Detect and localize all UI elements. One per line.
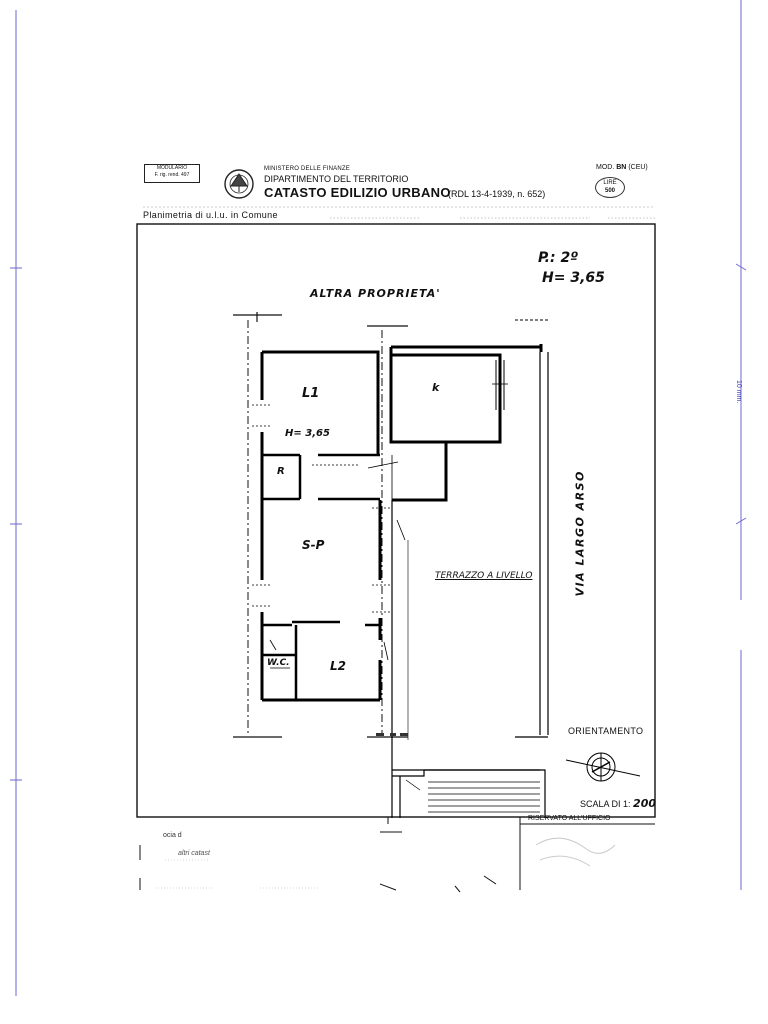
lire-label: LIRE (603, 180, 617, 186)
room-l1-label: L1 (302, 386, 320, 401)
footer-line-2: altri catast (178, 850, 210, 857)
height-label: H= 3,65 (542, 270, 605, 286)
catasto-title: CATASTO EDILIZIO URBANO (264, 185, 451, 200)
room-l2-label: L2 (330, 659, 346, 673)
mod-code-value: BN (616, 164, 627, 171)
mod-suffix: (CEU) (628, 164, 648, 171)
ministero-label: MINISTERO DELLE FINANZE (264, 166, 350, 172)
rdl-reference: (RDL 13-4-1939, n. 652) (448, 189, 546, 199)
street-label: VIA LARGO ARSO (573, 470, 587, 597)
scale-label (580, 797, 656, 810)
mod-code (596, 164, 648, 171)
dipartimento-label: DIPARTIMENTO DEL TERRITORIO (264, 174, 409, 184)
orientamento-label: ORIENTAMENTO (568, 726, 644, 736)
planimetria-label: Planimetria di u.l.u. in Comune (143, 210, 278, 220)
lire-value: 500 (604, 188, 615, 194)
altra-proprieta-label: ALTRA PROPRIETA' (310, 287, 441, 300)
room-height-label: H= 3,65 (285, 428, 330, 439)
terrazzo-label: TERRAZZO A LIVELLO (435, 571, 533, 581)
riservato-label: RISERVATO ALL'UFFICIO (528, 815, 611, 822)
room-r-label: R (277, 466, 285, 477)
room-wc-label: W.C. (267, 658, 290, 668)
state-emblem-icon (225, 170, 253, 198)
modulario-line-2: F. rig. rend. 497 (154, 172, 190, 178)
room-sp-label: S-P (302, 538, 325, 552)
room-k-label: k (432, 381, 440, 394)
scale-value: 200 (633, 797, 657, 810)
scale-prefix: SCALA DI 1: (580, 799, 631, 809)
modulario-line-1: MODULARIO (156, 165, 188, 171)
mod-prefix: MOD. (596, 164, 615, 171)
north-arrow-icon (566, 753, 640, 781)
floor-label: P.: 2º (538, 250, 579, 266)
lire-stamp (595, 177, 625, 198)
footer-line-1: ocia d (163, 832, 182, 839)
margin-note: 10 mm. (735, 380, 742, 404)
modulario-box (144, 164, 200, 183)
